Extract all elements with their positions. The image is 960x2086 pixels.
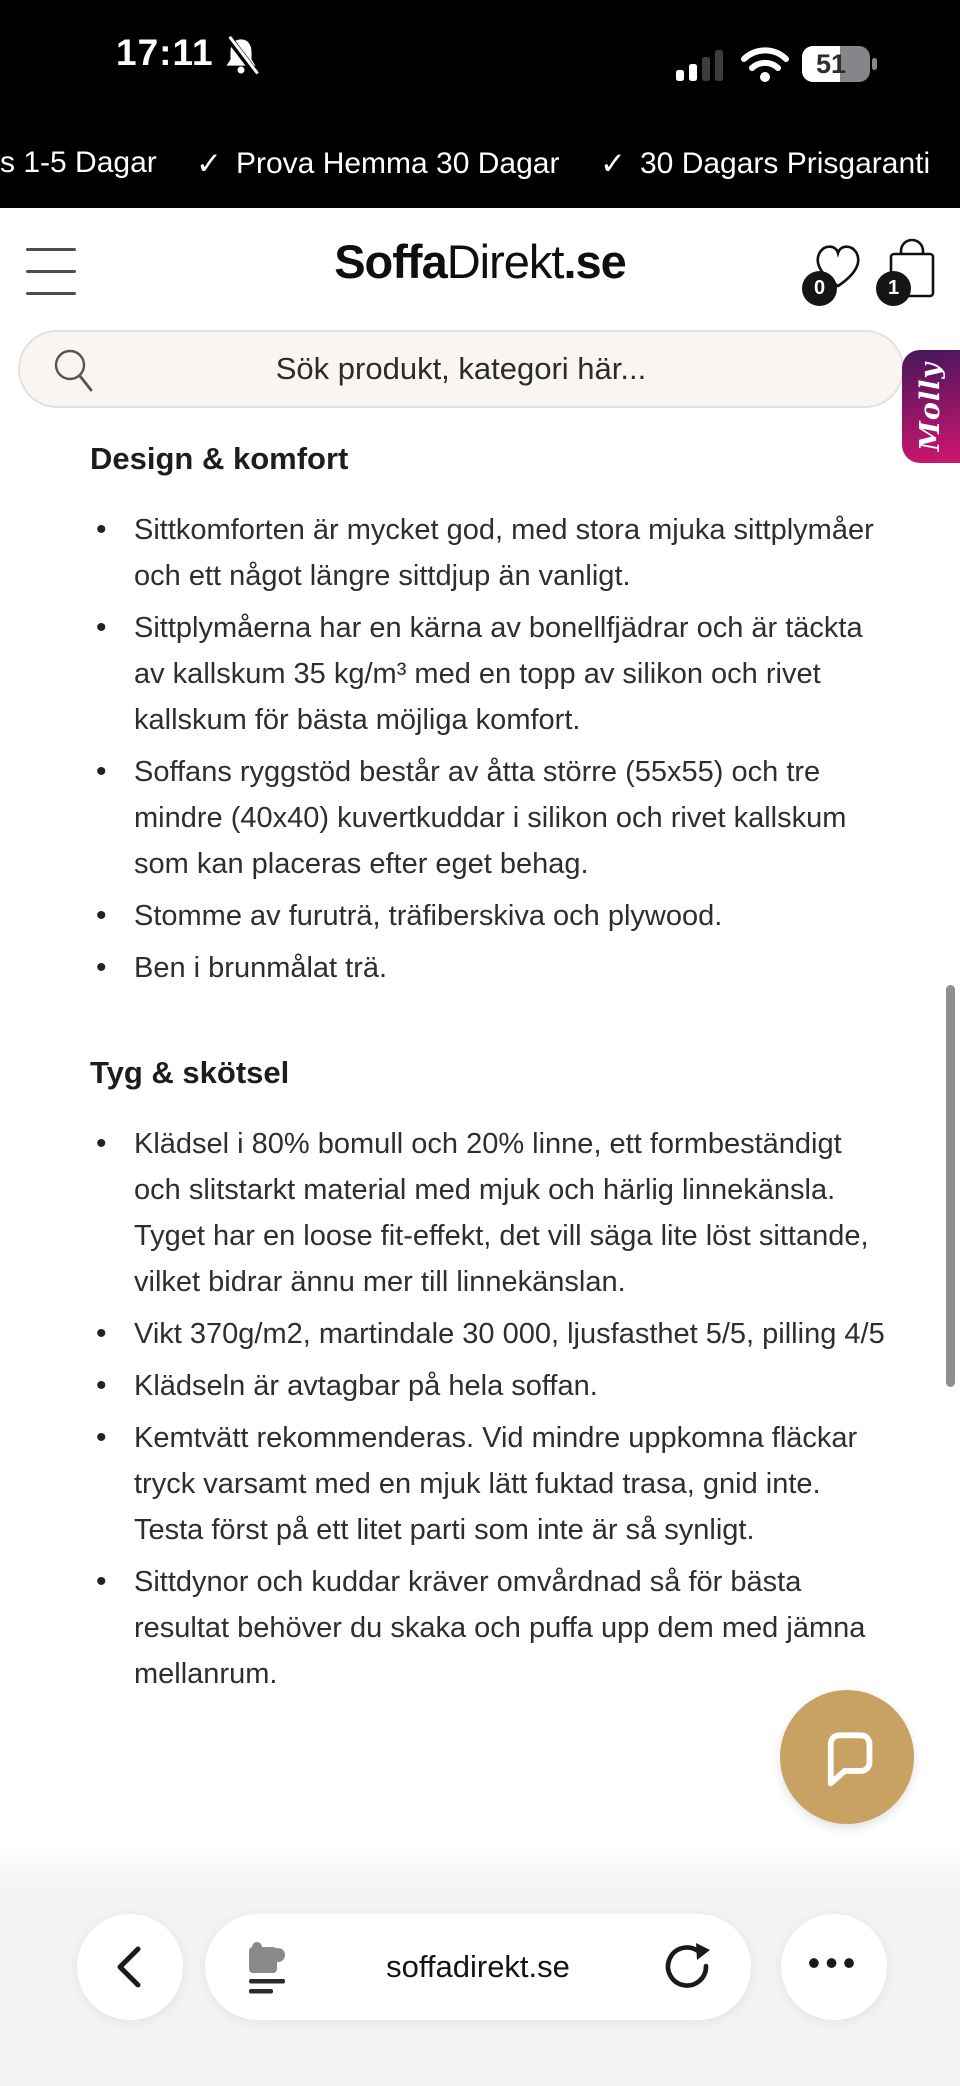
clock: 17:11 <box>116 32 214 73</box>
section-heading: Tyg & skötsel <box>90 1055 290 1090</box>
search-input[interactable] <box>18 330 904 408</box>
check-icon: ✓ <box>600 146 626 181</box>
battery-percent-text: 51 <box>816 49 847 79</box>
molly-chat-tab[interactable] <box>902 350 960 463</box>
favorites-count-badge: 0 <box>802 271 837 306</box>
status-and-usp-banner <box>0 0 960 208</box>
usp-try-at-home: ✓ Prova Hemma 30 Dagar <box>196 146 560 181</box>
favorites-button[interactable] <box>808 236 868 302</box>
sections-root <box>90 441 914 1697</box>
bullet-item: • Sittdynor och kuddar kräver omvårdnad så för bästa resultat behöver du skaka och puffa upp dem med jämna mellanrum. <box>90 1559 894 1697</box>
browser-toolbar <box>0 1888 960 2086</box>
search-placeholder: Sök produkt, kategori här... <box>275 351 647 386</box>
content-fade <box>0 1842 960 1890</box>
refresh-icon[interactable] <box>663 1942 713 1999</box>
usp-delivery: s 1-5 Dagar <box>0 146 157 179</box>
check-icon: ✓ <box>196 146 222 181</box>
section-1 <box>90 1055 914 1697</box>
address-bar[interactable] <box>205 1914 751 2020</box>
battery-icon <box>802 46 878 87</box>
bullet-list <box>90 507 914 991</box>
bullet-item: • Klädsel i 80% bomull och 20% linne, ett formbeständigt och slitstarkt material med mjuk och härlig linnekänsla. Tyget har en loose fit-effekt, det vill säga lite löst sittande, vilket bidrar ännu mer till linnekänslan. <box>90 1121 894 1305</box>
bullet-item: • Sittkomforten är mycket god, med stora mjuka sittplymåer och ett något längre sittdjup än vanligt. <box>90 507 894 599</box>
url-text: soffadirekt.se <box>386 1949 570 1984</box>
notifications-muted-icon <box>220 34 262 83</box>
bullet-item: • Stomme av furuträ, träfiberskiva och plywood. <box>90 893 894 939</box>
browser-menu-button[interactable] <box>781 1914 887 2020</box>
bullet-item: • Kemtvätt rekommenderas. Vid mindre uppkomna fläckar tryck varsamt med en mjuk lätt fuktad trasa, gnid inte. Testa först på ett litet parti som inte är så synligt. <box>90 1415 894 1553</box>
ellipsis-icon: ••• <box>807 1942 861 1983</box>
bullet-item: • Sittplymåerna har en kärna av bonellfjädrar och är täckta av kallskum 35 kg/m³ med en topp av silikon och rivet kallskum för bästa möjliga komfort. <box>90 605 894 743</box>
page-scrollbar[interactable] <box>946 985 955 1387</box>
site-logo[interactable]: SoffaDirekt.se <box>334 235 626 288</box>
cellular-signal-icon <box>676 48 730 86</box>
section-0 <box>90 441 914 991</box>
search-section <box>0 320 960 428</box>
product-description <box>0 427 960 1860</box>
molly-label: Molly <box>915 361 947 452</box>
speech-bubble-icon <box>816 1723 878 1791</box>
browser-back-button[interactable] <box>77 1914 183 2020</box>
bullet-item: • Klädseln är avtagbar på hela soffan. <box>90 1363 894 1409</box>
chat-button[interactable] <box>780 1690 914 1824</box>
bullet-list <box>90 1121 914 1697</box>
section-heading: Design & komfort <box>90 441 349 476</box>
bullet-item: • Soffans ryggstöd består av åtta större (55x55) och tre mindre (40x40) kuvertkuddar i silikon och rivet kallskum som kan placeras efter eget behag. <box>90 749 894 887</box>
cart-count-badge: 1 <box>876 271 911 306</box>
site-header <box>0 208 960 320</box>
cart-button[interactable] <box>882 236 942 302</box>
wifi-icon <box>740 46 790 87</box>
bullet-item: • Ben i brunmålat trä. <box>90 945 894 991</box>
back-chevron-icon <box>108 1941 152 1993</box>
usp-price-guarantee: ✓ 30 Dagars Prisgaranti <box>600 146 931 181</box>
bullet-item: • Vikt 370g/m2, martindale 30 000, ljusfasthet 5/5, pilling 4/5 <box>90 1311 894 1357</box>
